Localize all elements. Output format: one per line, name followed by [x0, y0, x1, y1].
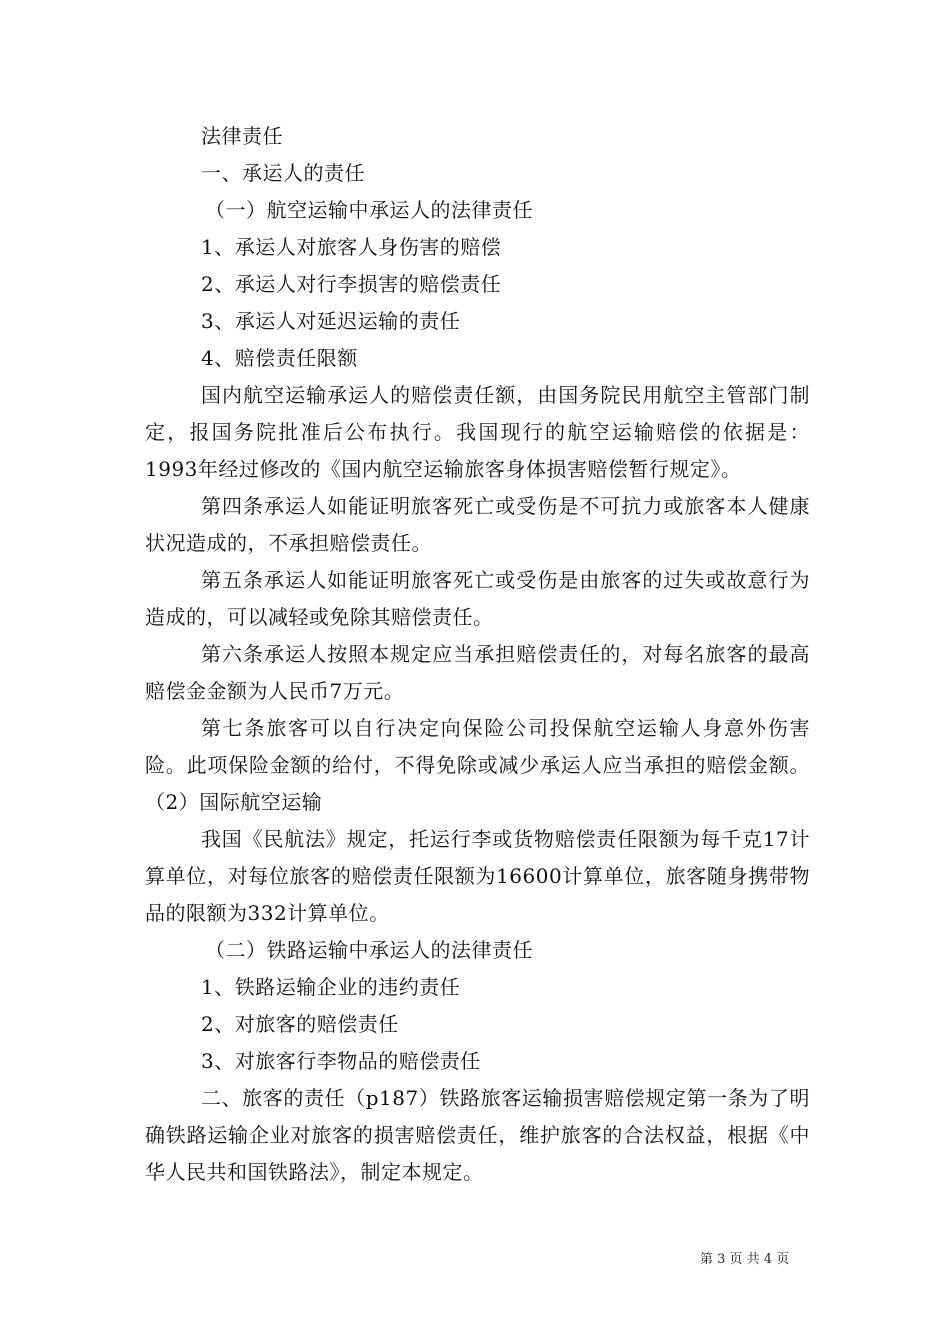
paragraph: 第六条承运人按照本规定应当承担赔偿责任的，对每名旅客的最高赔偿金金额为人民币7万元。 — [145, 642, 810, 703]
document-heading: 法律责任 — [201, 124, 283, 148]
list-item: 1、承运人对旅客人身伤害的赔偿 — [201, 235, 502, 259]
section-title: 一、承运人的责任 — [201, 161, 365, 185]
paragraph: 第四条承运人如能证明旅客死亡或受伤是不可抗力或旅客本人健康状况造成的，不承担赔偿责任。 — [145, 494, 810, 555]
list-item: 4、赔偿责任限额 — [201, 346, 358, 370]
paragraph: 第五条承运人如能证明旅客死亡或受伤是由旅客的过失或故意行为造成的，可以减轻或免除其赔偿责任。 — [145, 568, 810, 629]
paragraph: 二、旅客的责任（p187）铁路旅客运输损害赔偿规定第一条为了明确铁路运输企业对旅客的损害赔偿责任，维护旅客的合法权益，根据《中华人民共和国铁路法》，制定本规定。 — [145, 1086, 810, 1184]
list-item: 2、对旅客的赔偿责任 — [201, 1012, 399, 1036]
list-item: 3、对旅客行李物品的赔偿责任 — [201, 1049, 481, 1073]
page-number: 第 3 页 共 4 页 — [700, 1252, 790, 1267]
document-body — [145, 118, 810, 1191]
list-item: 3、承运人对延迟运输的责任 — [201, 309, 461, 333]
subsection-title: （二）铁路运输中承运人的法律责任 — [205, 938, 533, 962]
paragraph: 国内航空运输承运人的赔偿责任额，由国务院民用航空主管部门制定，报国务院批准后公布执行。我国现行的航空运输赔偿的依据是：1993年经过修改的《国内航空运输旅客身体损害赔偿暂行规定》。 — [145, 383, 810, 481]
list-item: 1、铁路运输企业的违约责任 — [201, 975, 461, 999]
subsection-title: （一）航空运输中承运人的法律责任 — [205, 198, 533, 222]
paragraph: 我国《民航法》规定，托运行李或货物赔偿责任限额为每千克17计算单位，对每位旅客的赔偿责任限额为16600计算单位，旅客随身携带物品的限额为332计算单位。 — [145, 827, 810, 925]
paragraph: 第七条旅客可以自行决定向保险公司投保航空运输人身意外伤害险。此项保险金额的给付，不得免除或减少承运人应当承担的赔偿金额。（2）国际航空运输 — [145, 716, 810, 814]
list-item: 2、承运人对行李损害的赔偿责任 — [201, 272, 502, 296]
